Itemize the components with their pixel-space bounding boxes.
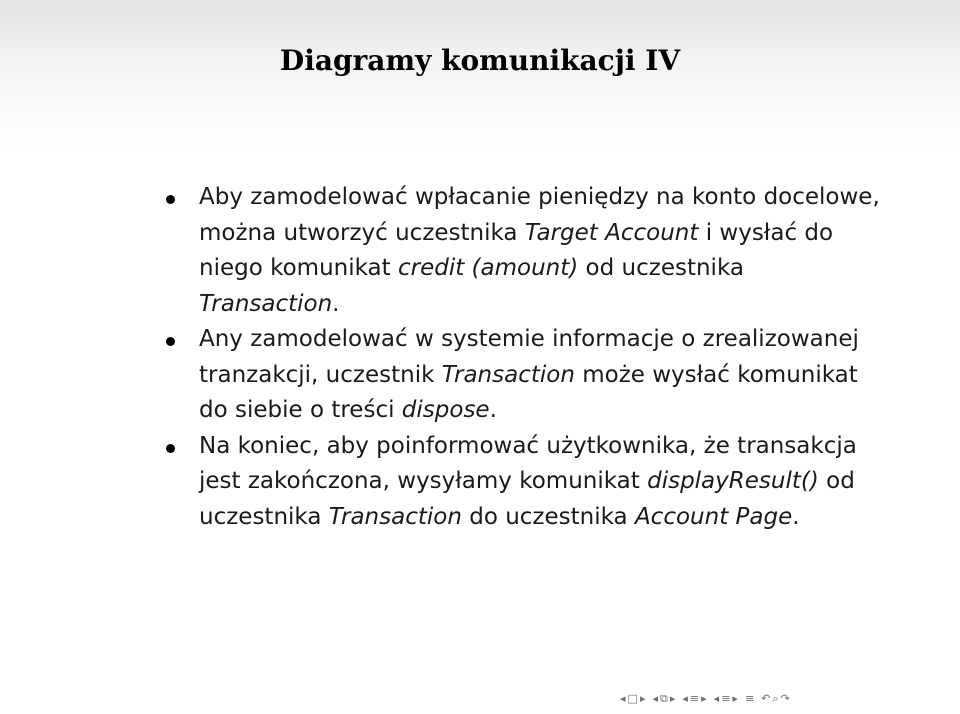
slide-nav[interactable] bbox=[652, 692, 675, 706]
bullet-list bbox=[166, 180, 886, 535]
search-nav[interactable] bbox=[761, 692, 790, 706]
bullet-dot-icon bbox=[166, 444, 175, 453]
bullet-dot-icon bbox=[166, 337, 175, 346]
bullet-text: od uczestnika bbox=[578, 255, 744, 281]
arrow-left-icon[interactable]: ◂ bbox=[652, 692, 658, 705]
slides-icon[interactable]: ⧉ bbox=[660, 692, 668, 705]
arrow-left-icon[interactable]: ◂ bbox=[682, 692, 688, 705]
bullet-text: . bbox=[332, 290, 340, 317]
section-icon[interactable]: ≡ bbox=[721, 692, 731, 705]
bullet-text: i wysłać do niego komunikat bbox=[199, 219, 834, 281]
appendix-nav[interactable] bbox=[745, 692, 754, 706]
arrow-right-icon[interactable]: ▸ bbox=[732, 692, 738, 705]
bullet-text: może wysłać komunikat do siebie o treści bbox=[199, 361, 858, 423]
subsection-icon[interactable]: ≡ bbox=[689, 692, 700, 705]
italic-term: Transaction bbox=[441, 361, 575, 388]
italic-term: Transaction bbox=[199, 290, 333, 317]
italic-term: Transaction bbox=[328, 503, 462, 530]
frame-nav[interactable] bbox=[620, 692, 645, 706]
undo-icon[interactable]: ↶ bbox=[761, 692, 771, 705]
arrow-left-icon[interactable]: ◂ bbox=[713, 692, 720, 705]
bullet-text: . bbox=[489, 397, 497, 423]
appendix-icon[interactable]: ≡ bbox=[744, 692, 755, 705]
bullet-text: Aby zamodelować wpłacanie pieniędzy na konto docelowe, można utworzyć uczestnika bbox=[199, 184, 880, 246]
bullet-item bbox=[166, 180, 886, 322]
arrow-right-icon[interactable]: ▸ bbox=[639, 692, 646, 705]
slide-title: Diagramy komunikacji IV bbox=[279, 44, 681, 77]
bullet-item bbox=[166, 322, 886, 429]
italic-term: dispose bbox=[401, 397, 490, 423]
arrow-right-icon[interactable]: ▸ bbox=[669, 692, 676, 705]
italic-term: displayResult() bbox=[647, 468, 819, 494]
bullet-item bbox=[166, 429, 886, 536]
subsection-nav[interactable] bbox=[682, 692, 706, 706]
bullet-text: do uczestnika bbox=[461, 503, 635, 530]
bullet-text: . bbox=[792, 503, 800, 530]
redo-icon[interactable]: ↷ bbox=[780, 692, 790, 705]
bullet-text: od uczestnika bbox=[199, 468, 855, 530]
bullet-text: Na koniec, aby poinformować użytkownika, że transakcja jest zakończona, wysyłamy komunikat bbox=[199, 432, 857, 494]
bullet-text: Any zamodelować w systemie informacje o zrealizowanej tranzakcji, uczestnik bbox=[199, 326, 859, 388]
bullet-dot-icon bbox=[166, 195, 175, 204]
search-icon[interactable]: ⌕ bbox=[772, 692, 779, 705]
italic-term: Target Account bbox=[524, 219, 699, 246]
italic-term: Account Page bbox=[634, 503, 793, 530]
beamer-navigation-bar bbox=[620, 692, 790, 706]
arrow-right-icon[interactable]: ▸ bbox=[701, 692, 707, 705]
section-nav[interactable] bbox=[714, 692, 738, 706]
italic-term: credit (amount) bbox=[397, 255, 579, 281]
frame-icon[interactable]: □ bbox=[627, 692, 638, 705]
arrow-left-icon[interactable]: ◂ bbox=[620, 692, 626, 705]
